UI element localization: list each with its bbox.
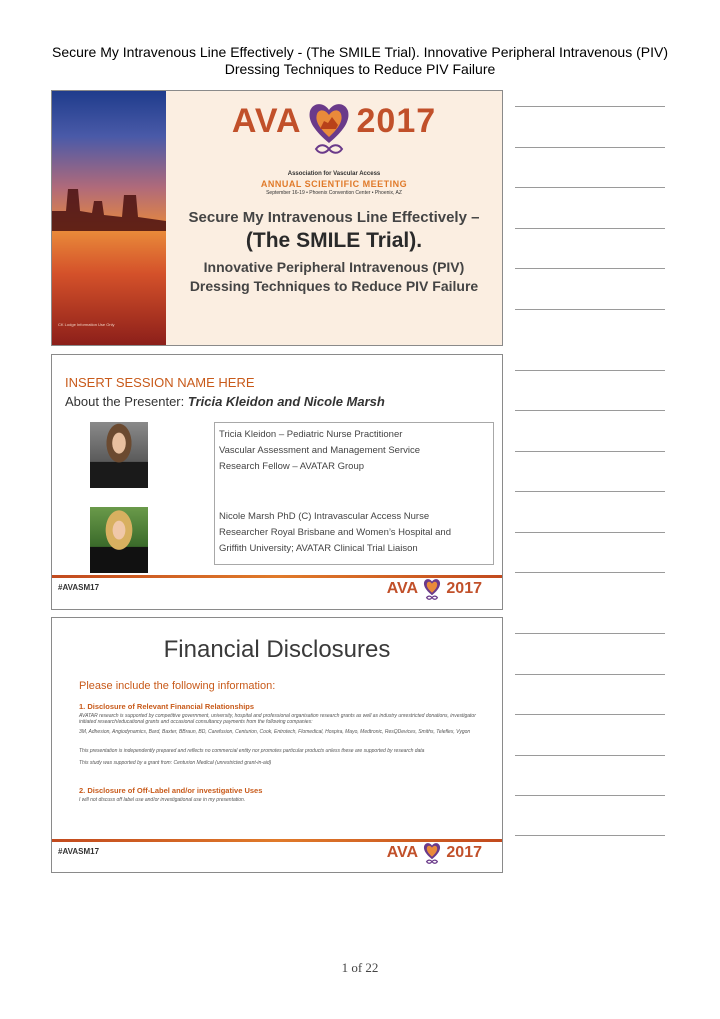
- note-line: [515, 572, 665, 573]
- disclosure-paragraph: I will not discuss off label use and/or investigational use in my presentation.: [79, 797, 246, 803]
- slide-1-title: [51, 90, 503, 346]
- meeting-name: ANNUAL SCIENTIFIC MEETING: [260, 179, 408, 189]
- note-line: [515, 147, 665, 148]
- hashtag: #AVASM17: [58, 847, 100, 856]
- note-line: [515, 451, 665, 452]
- photo-credit: CK Lodge Information Use Only: [58, 322, 115, 327]
- bio-line: Research Fellow – AVATAR Group: [219, 461, 365, 472]
- slide-1-title-line-4: Dressing Techniques to Reduce PIV Failure: [189, 278, 479, 294]
- meeting-dates: September 16-19 • Phoenix Convention Center • Phoenix, AZ: [266, 190, 402, 196]
- disclosure-paragraph: AVATAR research is supported by competitive government, university, hospital and professional organisation research grants as well as industry unrestricted donations, investigator initiated research/educational grants and occasional consultancy payments from the following companies:: [79, 713, 476, 725]
- bio-line: Vascular Assessment and Management Service: [219, 445, 421, 456]
- note-line: [515, 410, 665, 411]
- slide-3-intro: Please include the following information:: [79, 680, 276, 692]
- note-line: [515, 228, 665, 229]
- heart-logo-icon: [306, 99, 352, 157]
- presenter-photo-nicole: [90, 507, 148, 573]
- slide-1-title-line-3: Innovative Peripheral Intravenous (PIV): [203, 259, 465, 275]
- note-line: [515, 268, 665, 269]
- presenter-photo-tricia: [90, 422, 148, 488]
- heart-logo-icon: [422, 841, 442, 865]
- bio-line: Researcher Royal Brisbane and Women’s Hospital and: [219, 527, 451, 538]
- note-line: [515, 106, 665, 107]
- note-line: [515, 309, 665, 310]
- note-line: [515, 633, 665, 634]
- bio-line: Griffith University; AVATAR Clinical Trial Liaison: [219, 543, 418, 554]
- heart-logo-icon: [422, 577, 442, 601]
- document-title: Secure My Intravenous Line Effectively - (The SMILE Trial). Innovative Peripheral Intravenous (PIV) Dressing Techniques to Reduce PIV Failure: [51, 44, 668, 77]
- organization-name: Association for Vascular Access: [287, 171, 381, 177]
- slide-3-financial-disclosures: [51, 617, 503, 873]
- page-number: 1 of 22: [341, 960, 379, 975]
- note-line: [515, 187, 665, 188]
- slide-1-content: [166, 91, 502, 345]
- note-line: [515, 714, 665, 715]
- presenter-bio-box: [214, 422, 494, 565]
- hashtag: #AVASM17: [58, 583, 100, 592]
- disclosure-paragraph: This presentation is independently prepared and reflects no commercial entity nor promotes particular products unless these are supported by research data: [79, 748, 425, 754]
- note-line: [515, 370, 665, 371]
- ava-2017-logo-small: AVA 2017: [387, 577, 482, 601]
- ava-2017-logo: AVA 2017: [166, 99, 502, 157]
- presenter-names: Tricia Kleidon and Nicole Marsh: [187, 394, 385, 409]
- note-line: [515, 795, 665, 796]
- session-name: INSERT SESSION NAME HERE: [65, 375, 255, 390]
- ava-2017-logo-small: AVA 2017: [387, 841, 482, 865]
- slide-2-presenters: [51, 354, 503, 610]
- bio-line: Tricia Kleidon – Pediatric Nurse Practitioner: [219, 429, 403, 440]
- disclosure-heading-1: 1. Disclosure of Relevant Financial Relationships: [79, 702, 255, 711]
- note-line: [515, 532, 665, 533]
- desert-sunset-image: [52, 91, 166, 345]
- bio-line: Nicole Marsh PhD (C) Intravascular Access Nurse: [219, 511, 430, 522]
- note-line: [515, 674, 665, 675]
- note-line: [515, 491, 665, 492]
- slide-1-title-line-1: Secure My Intravenous Line Effectively –: [188, 209, 480, 226]
- mesa-silhouette-icon: [52, 91, 166, 346]
- note-line: [515, 755, 665, 756]
- disclosure-paragraph: This study was supported by a grant from: Centurion Medical (unrestricted grant-in-aid): [79, 760, 272, 766]
- disclosure-heading-2: 2. Disclosure of Off-Label and/or investigative Uses: [79, 786, 263, 795]
- slide-1-title-line-2: (The SMILE Trial).: [245, 229, 423, 252]
- disclosure-paragraph: 3M, Adhesion, Angiodynamics, Bard, Baxter, BBraun, BD, Carefusion, Centurion, Cook, Entrotech, Flomedical, Hospira, Mayo, Medtronic, ResQDevices, Smiths, Teleflex, Vygon: [79, 729, 471, 735]
- slide-3-title: Financial Disclosures: [163, 636, 391, 663]
- presenter-heading: About the Presenter: Tricia Kleidon and Nicole Marsh: [65, 394, 385, 409]
- note-line: [515, 835, 665, 836]
